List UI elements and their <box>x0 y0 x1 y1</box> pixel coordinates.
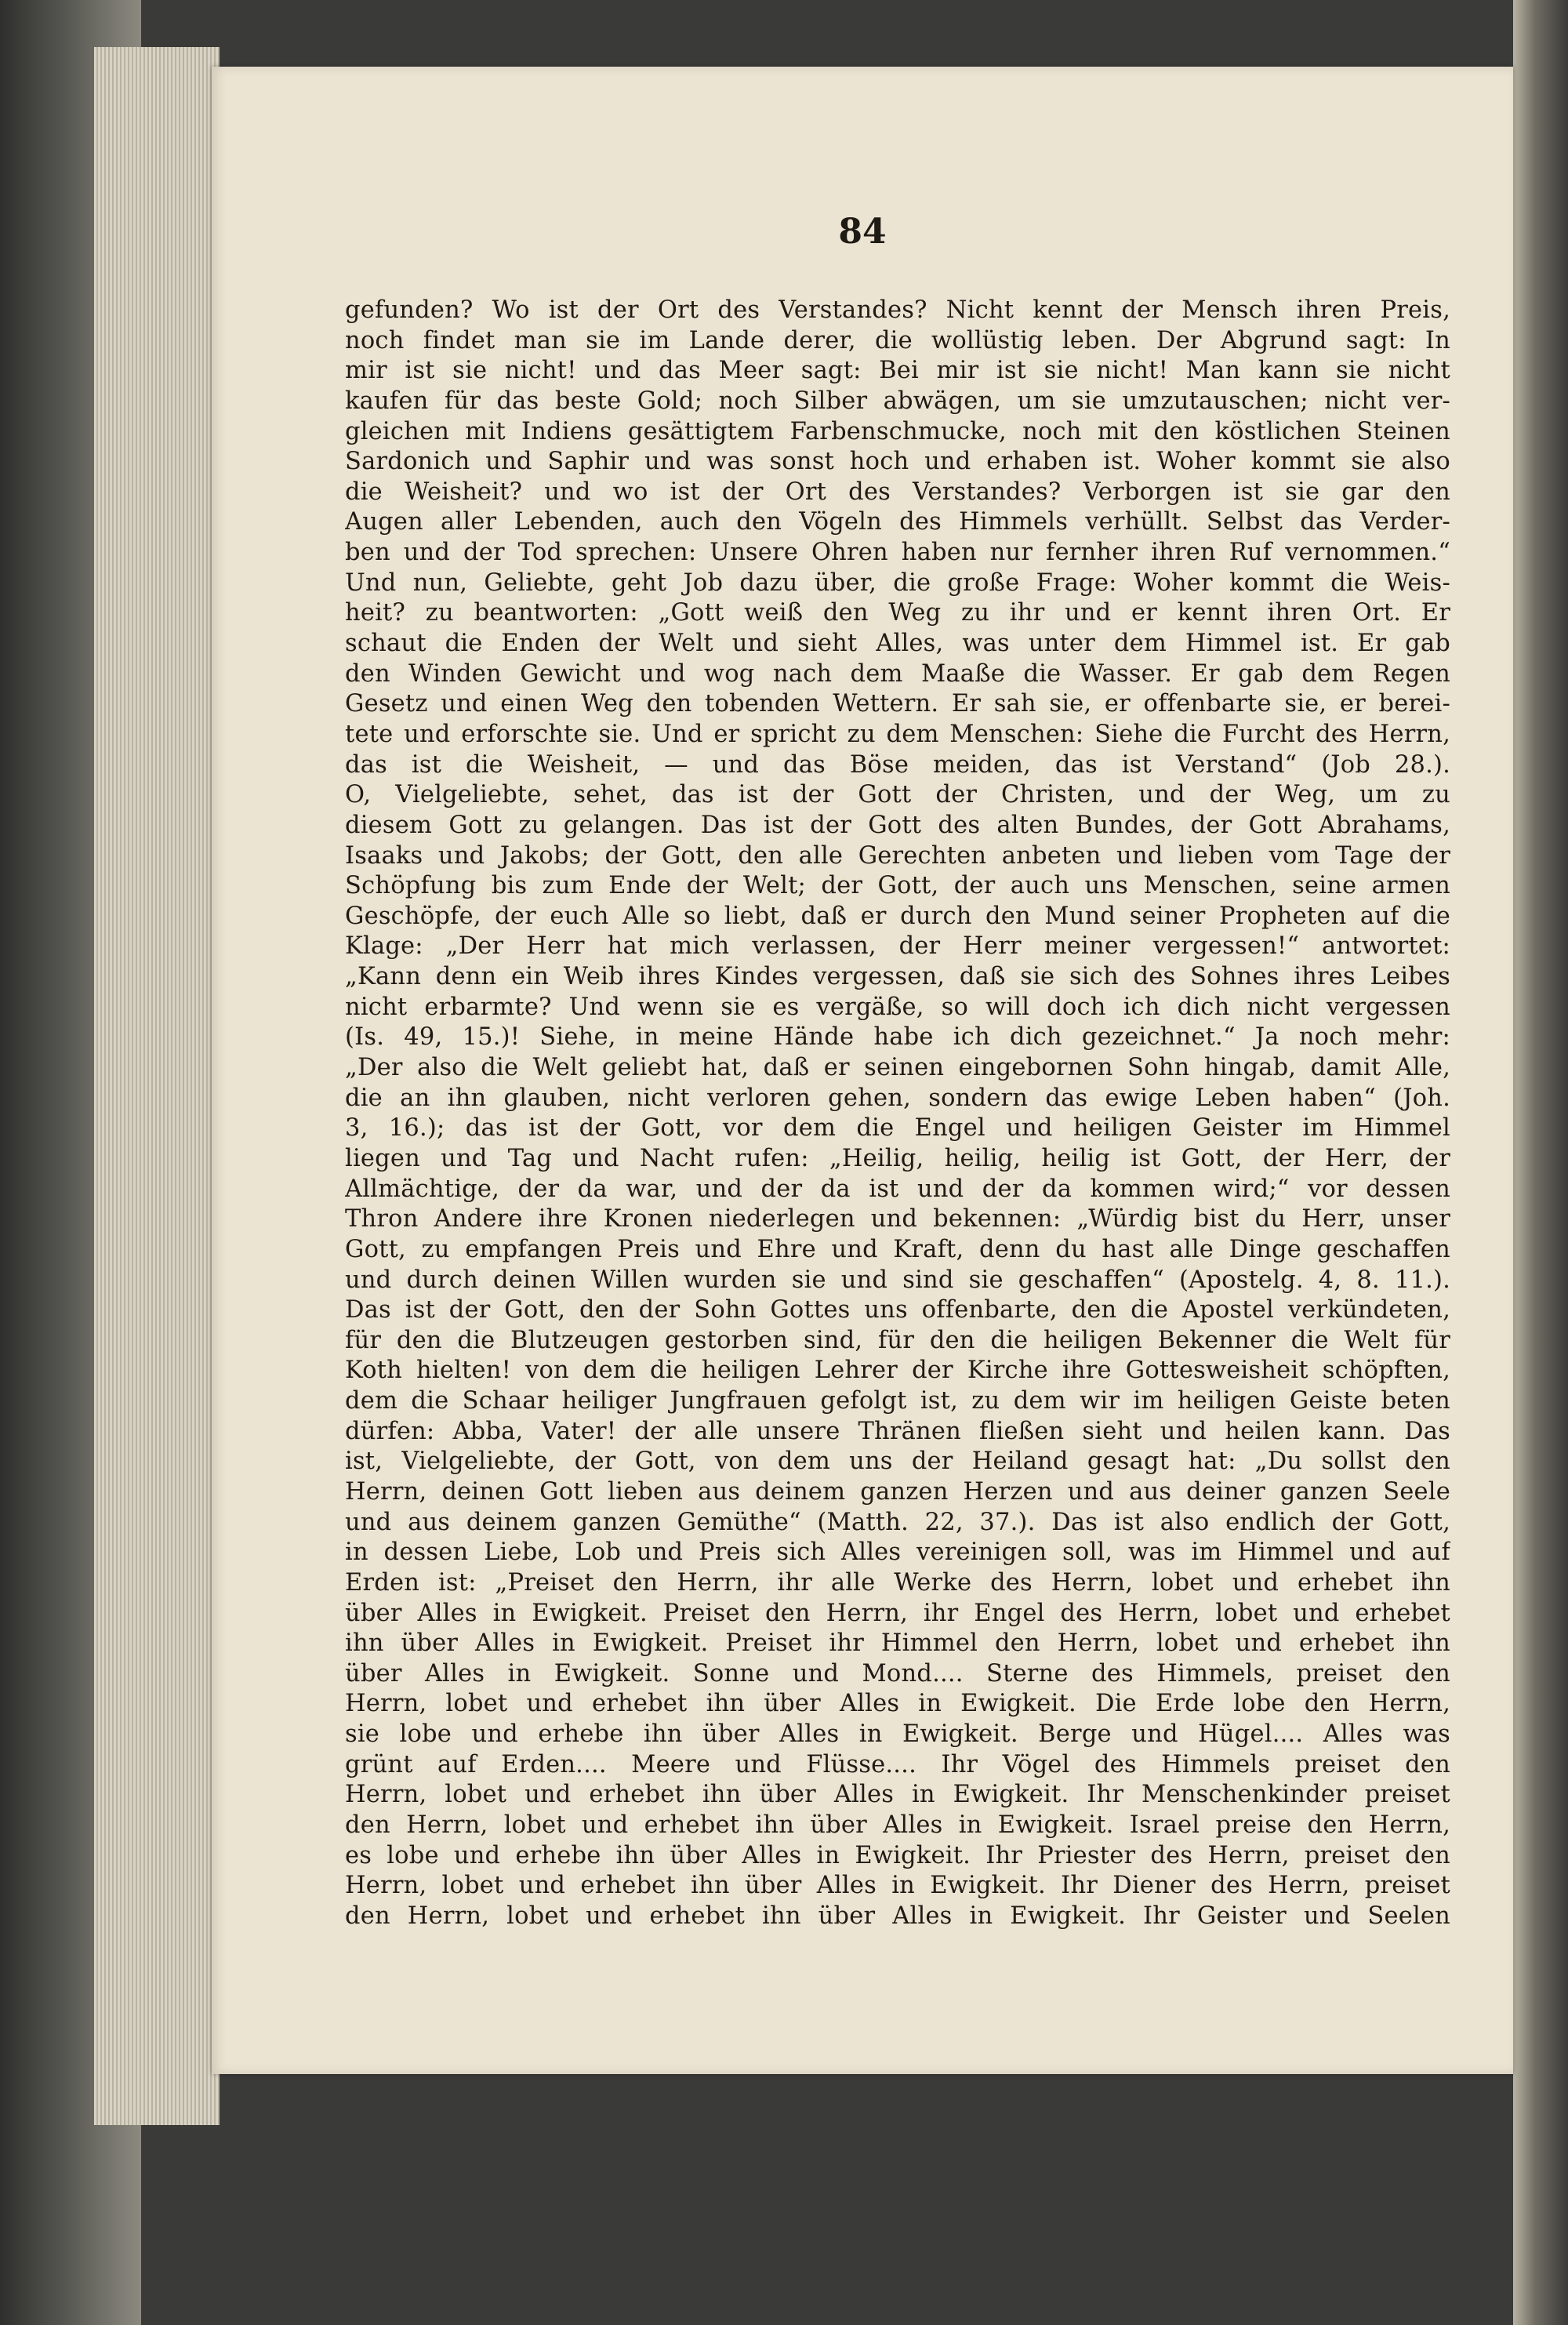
text-line: 3, 16.); das ist der Gott, vor dem die Engel und heiligen Geister im Himmel <box>345 1114 1450 1143</box>
facing-page-edge <box>1513 0 1568 2325</box>
text-line: ihn über Alles in Ewigkeit. Preiset ihr Himmel den Herrn, lobet und erhebet ihn <box>345 1629 1450 1658</box>
text-line: diesem Gott zu gelangen. Das ist der Gott des alten Bundes, der Gott Abrahams, <box>345 811 1450 839</box>
text-line: das ist die Weisheit, — und das Böse meiden, das ist Verstand“ (Job 28.). <box>345 750 1450 779</box>
text-line: Und nun, Geliebte, geht Job dazu über, die große Frage: Woher kommt die Weis- <box>345 569 1450 597</box>
text-line: tete und erforschte sie. Und er spricht zu dem Menschen: Siehe die Furcht des Herrn, <box>345 720 1450 748</box>
text-line: gefunden? Wo ist der Ort des Verstandes? Nicht kennt der Mensch ihren Preis, <box>345 296 1450 324</box>
text-line: Herrn, deinen Gott lieben aus deinem ganzen Herzen und aus deiner ganzen Seele <box>345 1477 1450 1506</box>
text-line: den Herrn, lobet und erhebet ihn über Alles in Ewigkeit. Israel preise den Herrn, <box>345 1811 1450 1840</box>
book-page <box>212 67 1513 2074</box>
text-line: Herrn, lobet und erhebet ihn über Alles in Ewigkeit. Ihr Diener des Herrn, preiset <box>345 1872 1450 1900</box>
text-line: in dessen Liebe, Lob und Preis sich Alles vereinigen soll, was im Himmel und auf <box>345 1538 1450 1567</box>
text-line: Das ist der Gott, den der Sohn Gottes uns offenbarte, den die Apostel verkündeten, <box>345 1296 1450 1324</box>
text-line: für den die Blutzeugen gestorben sind, für den die heiligen Bekenner die Welt für <box>345 1326 1450 1354</box>
text-line: grünt auf Erden.... Meere und Flüsse.... Ihr Vögel des Himmels preiset den <box>345 1750 1450 1778</box>
page-number: 84 <box>838 212 887 252</box>
text-line: den Herrn, lobet und erhebet ihn über Alles in Ewigkeit. Ihr Geister und Seelen <box>345 1902 1450 1930</box>
text-line: ist, Vielgeliebte, der Gott, von dem uns der Heiland gesagt hat: „Du sollst den <box>345 1448 1450 1476</box>
text-line: liegen und Tag und Nacht rufen: „Heilig, heilig, heilig ist Gott, der Herr, der <box>345 1144 1450 1172</box>
text-line: ben und der Tod sprechen: Unsere Ohren haben nur fernher ihren Ruf vernommen.“ <box>345 539 1450 567</box>
text-line: nicht erbarmte? Und wenn sie es vergäße, so will doch ich dich nicht vergessen <box>345 993 1450 1021</box>
text-line: Klage: „Der Herr hat mich verlassen, der Herr meiner vergessen!“ antwortet: <box>345 932 1450 961</box>
text-line: Gesetz und einen Weg den tobenden Wettern. Er sah sie, er offenbarte sie, er berei- <box>345 690 1450 718</box>
text-line: Geschöpfe, der euch Alle so liebt, daß er durch den Mund seiner Propheten auf die <box>345 902 1450 930</box>
text-line: (Is. 49, 15.)! Siehe, in meine Hände habe ich dich gezeichnet.“ Ja noch mehr: <box>345 1023 1450 1052</box>
text-line: O, Vielgeliebte, sehet, das ist der Gott der Christen, und der Weg, um zu <box>345 781 1450 809</box>
text-line: noch findet man sie im Lande derer, die wollüstig leben. Der Abgrund sagt: In <box>345 326 1450 354</box>
text-line: heit? zu beantworten: „Gott weiß den Weg zu ihr und er kennt ihren Ort. Er <box>345 599 1450 627</box>
text-line: mir ist sie nicht! und das Meer sagt: Bei mir ist sie nicht! Man kann sie nicht <box>345 357 1450 385</box>
text-line: „Der also die Welt geliebt hat, daß er seinen eingebornen Sohn hingab, damit Alle, <box>345 1054 1450 1082</box>
text-line: Gott, zu empfangen Preis und Ehre und Kraft, denn du hast alle Dinge geschaffen <box>345 1235 1450 1263</box>
text-line: kaufen für das beste Gold; noch Silber abwägen, um sie umzutauschen; nicht ver- <box>345 387 1450 415</box>
text-line: dem die Schaar heiliger Jungfrauen gefolgt ist, zu dem wir im heiligen Geiste beten <box>345 1387 1450 1415</box>
text-line: sie lobe und erhebe ihn über Alles in Ewigkeit. Berge und Hügel.... Alles was <box>345 1720 1450 1749</box>
page-stack-edges <box>94 47 220 2125</box>
text-line: „Kann denn ein Weib ihres Kindes vergessen, daß sie sich des Sohnes ihres Leibes <box>345 963 1450 991</box>
text-line: Erden ist: „Preiset den Herrn, ihr alle Werke des Herrn, lobet und erhebet ihn <box>345 1568 1450 1597</box>
text-line: schaut die Enden der Welt und sieht Alles, was unter dem Himmel ist. Er gab <box>345 630 1450 658</box>
text-line: Isaaks und Jakobs; der Gott, den alle Gerechten anbeten und lieben vom Tage der <box>345 841 1450 870</box>
text-line: Koth hielten! von dem die heiligen Lehrer der Kirche ihre Gottesweisheit schöpften, <box>345 1357 1450 1385</box>
text-line: die an ihn glauben, nicht verloren gehen, sondern das ewige Leben haben“ (Joh. <box>345 1084 1450 1112</box>
text-line: über Alles in Ewigkeit. Preiset den Herrn, ihr Engel des Herrn, lobet und erhebet <box>345 1599 1450 1627</box>
text-line: gleichen mit Indiens gesättigtem Farbenschmucke, noch mit den köstlichen Steinen <box>345 417 1450 445</box>
text-line: Herrn, lobet und erhebet ihn über Alles in Ewigkeit. Ihr Menschenkinder preiset <box>345 1781 1450 1809</box>
text-line: Herrn, lobet und erhebet ihn über Alles in Ewigkeit. Die Erde lobe den Herrn, <box>345 1690 1450 1718</box>
text-line: und durch deinen Willen wurden sie und sind sie geschaffen“ (Apostelg. 4, 8. 11.). <box>345 1266 1450 1294</box>
text-line: dürfen: Abba, Vater! der alle unsere Thränen fließen sieht und heilen kann. Das <box>345 1417 1450 1445</box>
text-line: Augen aller Lebenden, auch den Vögeln des Himmels verhüllt. Selbst das Verder- <box>345 508 1450 536</box>
text-line: es lobe und erhebe ihn über Alles in Ewigkeit. Ihr Priester des Herrn, preiset den <box>345 1841 1450 1869</box>
text-line: Allmächtige, der da war, und der da ist und der da kommen wird;“ vor dessen <box>345 1175 1450 1203</box>
text-line: Schöpfung bis zum Ende der Welt; der Gott, der auch uns Menschen, seine armen <box>345 872 1450 900</box>
text-line: den Winden Gewicht und wog nach dem Maaße die Wasser. Er gab dem Regen <box>345 659 1450 688</box>
text-line: über Alles in Ewigkeit. Sonne und Mond.... Sterne des Himmels, preiset den <box>345 1659 1450 1687</box>
text-line: die Weisheit? und wo ist der Ort des Verstandes? Verborgen ist sie gar den <box>345 478 1450 506</box>
text-line: und aus deinem ganzen Gemüthe“ (Matth. 22, 37.). Das ist also endlich der Gott, <box>345 1508 1450 1536</box>
body-text <box>345 296 1450 1932</box>
text-line: Thron Andere ihre Kronen niederlegen und bekennen: „Würdig bist du Herr, unser <box>345 1205 1450 1233</box>
text-line: Sardonich und Saphir und was sonst hoch und erhaben ist. Woher kommt sie also <box>345 448 1450 476</box>
